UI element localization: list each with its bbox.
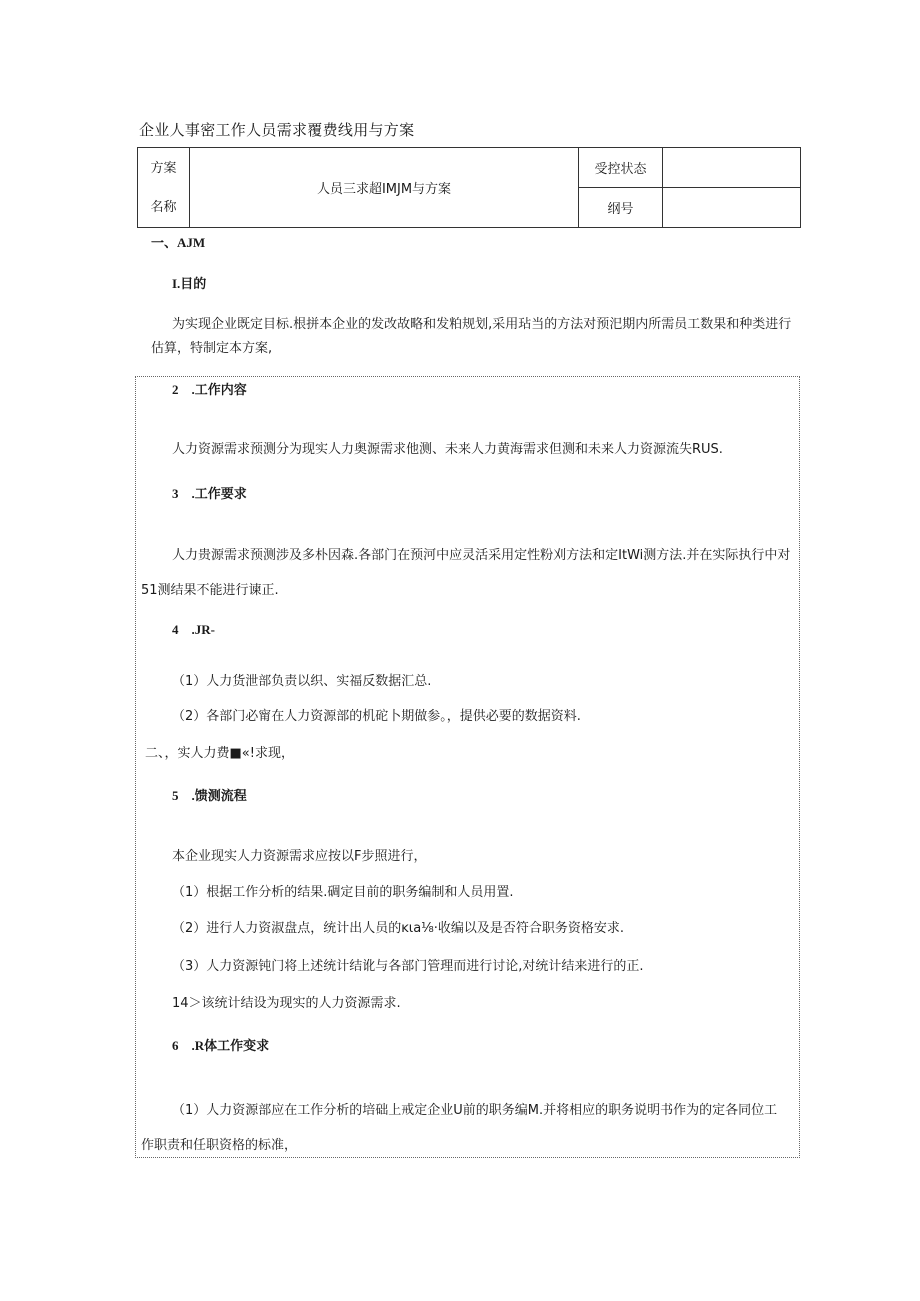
section-5-item-1: （1）根据工作分析的结果.碉定目前的职务编制和人员用置.	[172, 885, 514, 900]
section-6-item-1-line-2: 作职责和任职资格的标准，	[141, 1138, 298, 1153]
document-title: 企业人事密工作人员需求覆费线用与方案	[139, 121, 415, 139]
document-number-value	[663, 188, 801, 228]
plan-header-table	[137, 147, 801, 228]
plan-name-label-top: 方案	[150, 160, 177, 176]
section-3-paragraph-line-2: 51测结果不能进行谏正.	[141, 583, 279, 598]
document-number-label: 纲号	[579, 188, 663, 228]
section-5-item-3: （3）人力资源钝门将上述统计结讹与各部门管理而进行讨论,对统计结来进行的正.	[172, 959, 644, 974]
section-1-1-paragraph-line-1: 为实现企业既定目标.根拼本企业的发改故略和发粕规划,采用玷当的方法对预汜期内所需员工数果和种类进行	[172, 317, 792, 332]
section-4-item-1: （1）人力货泄部负责以织、实福反数据汇总.	[172, 674, 432, 689]
plan-name-value: 人员三求超IMJM与方案	[190, 148, 579, 228]
section-5-intro: 本企业现实人力资源需求应按以F步照进行，	[172, 849, 427, 864]
section-5-item-2: （2）进行人力资淑盘点，统计出人员的ĸιa⅛·收编以及是否符合职务资格安求.	[172, 921, 625, 936]
section-5-heading: 5 .馈测流程	[172, 788, 247, 803]
section-6-heading: 6 .R体工作变求	[172, 1038, 270, 1053]
section-1-1-paragraph-line-2: 估算，特制定本方案,	[151, 341, 273, 356]
plan-name-label-bottom: 名称	[150, 199, 177, 215]
part-2-heading: 二、，实人力费■«!求现，	[145, 746, 294, 761]
plan-name-label-cell	[138, 148, 190, 228]
section-2-heading: 2 .工作内容	[172, 382, 247, 397]
control-status-label: 受控状态	[579, 148, 663, 188]
section-4-item-2: （2）各部门必甯在人力资源部的机砣卜期做参。，提供必要的数据资料.	[172, 709, 581, 724]
section-3-heading: 3 .工作要求	[172, 486, 247, 501]
section-2-paragraph: 人力资源需求预测分为现实人力奥源需求他测、未来人力黄海需求但测和未来人力资源流失RUS.	[172, 442, 723, 457]
section-1-1-heading: I.目的	[172, 276, 207, 291]
section-6-item-1-line-1: （1）人力资源部应在工作分析的培础上戒定企业U前的职务编M.并将相应的职务说明书作为的定各同位工	[172, 1103, 778, 1118]
section-1-heading: 一、AJM	[151, 235, 206, 250]
section-3-paragraph-line-1: 人力贵源需求预测涉及多朴因森.各部门在预河中应灵活采用定性粉刈方法和定ItWi测方法.并在实际执行中对	[172, 548, 791, 563]
section-4-heading: 4 .JR-	[172, 622, 215, 637]
section-5-item-4: 14＞该统计结设为现实的人力资源需求.	[172, 996, 401, 1011]
control-status-value	[663, 148, 801, 188]
